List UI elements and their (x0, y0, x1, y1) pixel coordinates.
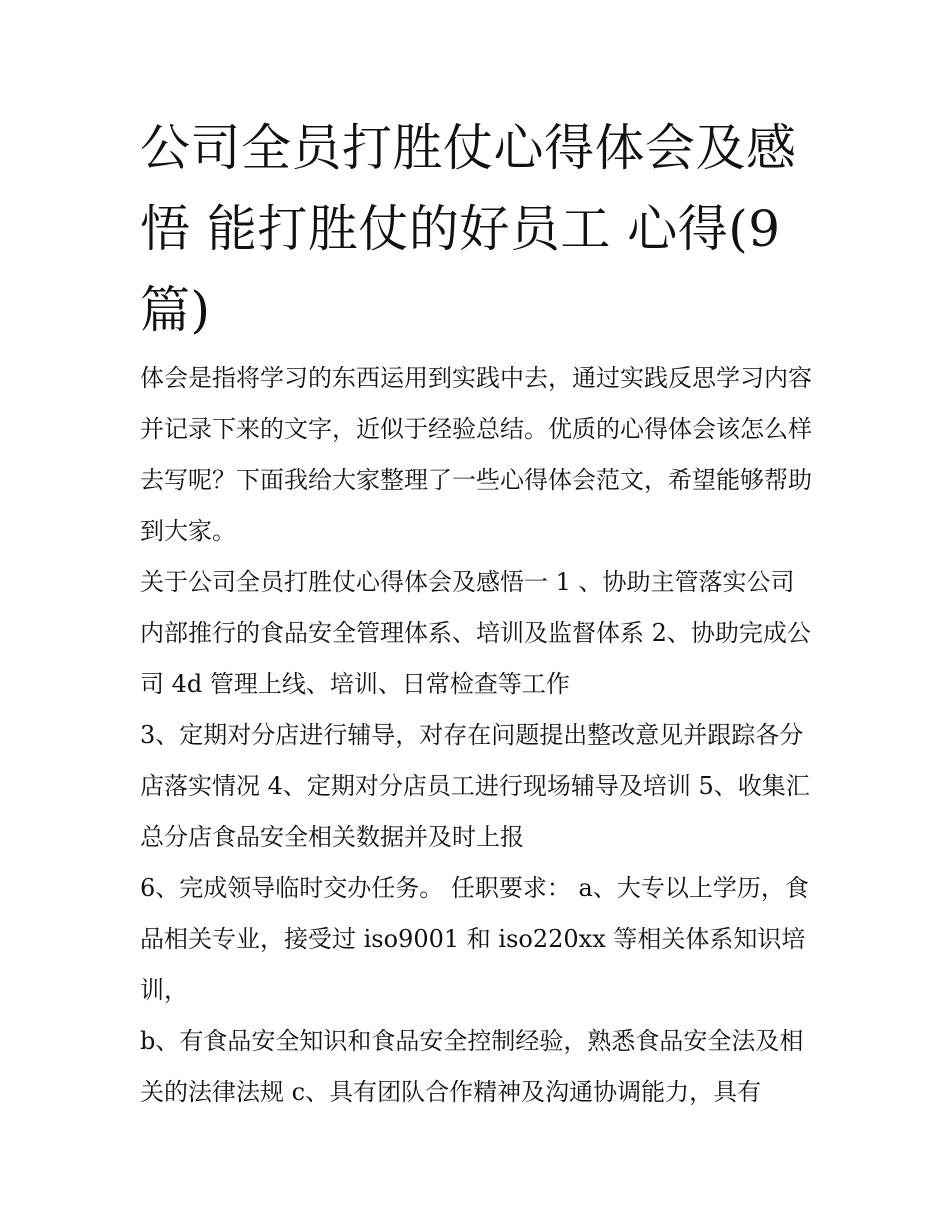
document-body (140, 353, 816, 1118)
paragraph-requirements-1: 6、完成领导临时交办任务。 任职要求： a、大专以上学历，食品相关专业，接受过 iso9001 和 iso220xx 等相关体系知识培训， (140, 874, 809, 1004)
document-title: 公司全员打胜仗心得体会及感悟 能打胜仗的好员工 心得(9篇) (140, 119, 797, 339)
paragraph-intro: 体会是指将学习的东西运用到实践中去，通过实践反思学习内容并记录下来的文字，近似于经验总结。优质的心得体会该怎么样去写呢？下面我给大家整理了一些心得体会范文，希望能够帮助到大家。 (140, 364, 812, 545)
paragraph-requirements-2: b、有食品安全知识和食品安全控制经验，熟悉食品安全法及相关的法律法规 c、具有团队合作精神及沟通协调能力，具有 (140, 1027, 804, 1106)
paragraph-duties-2: 3、定期对分店进行辅导，对存在问题提出整改意见并跟踪各分店落实情况 4、定期对分店员工进行现场辅导及培训 5、收集汇总分店食品安全相关数据并及时上报 (140, 721, 810, 851)
paragraph-duties-1: 关于公司全员打胜仗心得体会及感悟一 1 、协助主管落实公司内部推行的食品安全管理体系、培训及监督体系 2、协助完成公司 4d 管理上线、培训、日常检查等工作 (140, 568, 811, 698)
